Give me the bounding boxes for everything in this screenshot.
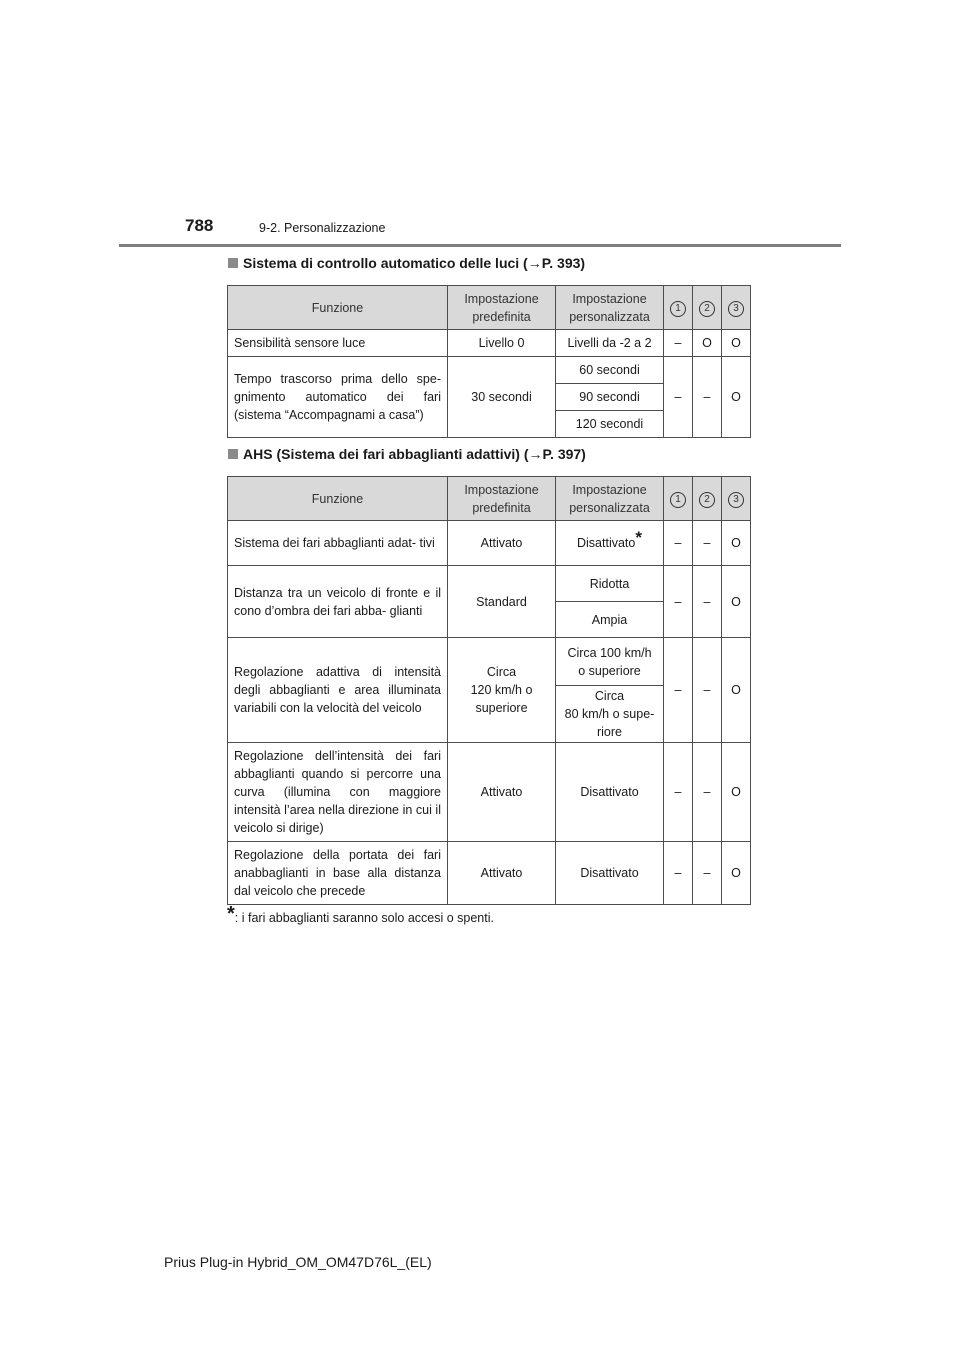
footer-title: Prius Plug-in Hybrid_OM_OM47D76L_(EL) — [164, 1254, 432, 1270]
table-subrow: Ampia — [228, 602, 751, 638]
col-3 — [722, 477, 751, 521]
section2-heading: AHS (Sistema dei fari abbaglianti adattivi) (→P. 397) — [228, 446, 586, 462]
table-row: Regolazione della portata dei fari anabbaglianti in base alla distanza dal veicolo che precede Attivato Disattivato – – O — [228, 842, 751, 905]
col-default: Impostazione predefinita — [448, 286, 556, 330]
col-1 — [664, 477, 693, 521]
header-rule — [119, 244, 841, 247]
circle-2-icon: 2 — [699, 301, 715, 317]
table-row: Distanza tra un veicolo di fronte e il cono d’ombra dei fari abba- glianti Standard Ridotta – – O — [228, 566, 751, 602]
page-ref: P. 397) — [542, 446, 586, 462]
col-1 — [664, 286, 693, 330]
table-row: Tempo trascorso prima dello spe- gnimento automatico dei fari (sistema “Accompagnami a casa”) 30 secondi 60 secondi – – O — [228, 357, 751, 384]
arrow-right-icon: → — [528, 446, 543, 462]
circle-3-icon: 3 — [728, 301, 744, 317]
table-row: Sistema dei fari abbaglianti adat- tivi Attivato Disattivato* – – O — [228, 521, 751, 566]
col-2 — [693, 477, 722, 521]
footnote: *: i fari abbaglianti saranno solo accesi o spenti. — [227, 903, 494, 925]
col-custom: Impostazione personalizzata — [556, 286, 664, 330]
col-custom: Impostazione personalizzata — [556, 477, 664, 521]
bullet-square-icon — [228, 258, 238, 268]
asterisk-icon: * — [635, 528, 642, 547]
table-row: Regolazione adattiva di intensità degli abbaglianti e area illuminata variabili con la velocità del veicolo Circa 120 km/h o superiore Circa 100 km/h o superiore – – O — [228, 638, 751, 686]
asterisk-icon: * — [227, 903, 235, 925]
table-subrow: 120 secondi — [228, 411, 751, 438]
col-funzione: Funzione — [228, 477, 448, 521]
page-number: 788 — [185, 216, 214, 235]
col-2 — [693, 286, 722, 330]
section1-heading: Sistema di controllo automatico delle luci (→P. 393) — [228, 255, 585, 271]
col-default: Impostazione predefinita — [448, 477, 556, 521]
bullet-square-icon — [228, 449, 238, 459]
table-subrow: Circa 80 km/h o supe- riore — [228, 686, 751, 743]
table-subrow: 90 secondi — [228, 384, 751, 411]
circle-1-icon: 1 — [670, 301, 686, 317]
table-header-row — [228, 286, 751, 330]
section-label: 9-2. Personalizzazione — [259, 221, 386, 235]
circle-1-icon: 1 — [670, 492, 686, 508]
light-control-table — [227, 285, 751, 438]
col-3 — [722, 286, 751, 330]
arrow-right-icon: → — [527, 255, 542, 271]
table-header-row — [228, 477, 751, 521]
ahs-table — [227, 476, 751, 905]
page-ref: P. 393) — [541, 255, 586, 271]
table-row: Regolazione dell’intensità dei fari abbaglianti quando si percorre una curva (illumina con maggiore intensità l’area nella direzione in cui il veicolo si dirige) Attivato Disattivato – – O — [228, 743, 751, 842]
col-funzione: Funzione — [228, 286, 448, 330]
circle-3-icon: 3 — [728, 492, 744, 508]
table-row: Sensibilità sensore luce Livello 0 Livelli da -2 a 2 – O O — [228, 330, 751, 357]
circle-2-icon: 2 — [699, 492, 715, 508]
